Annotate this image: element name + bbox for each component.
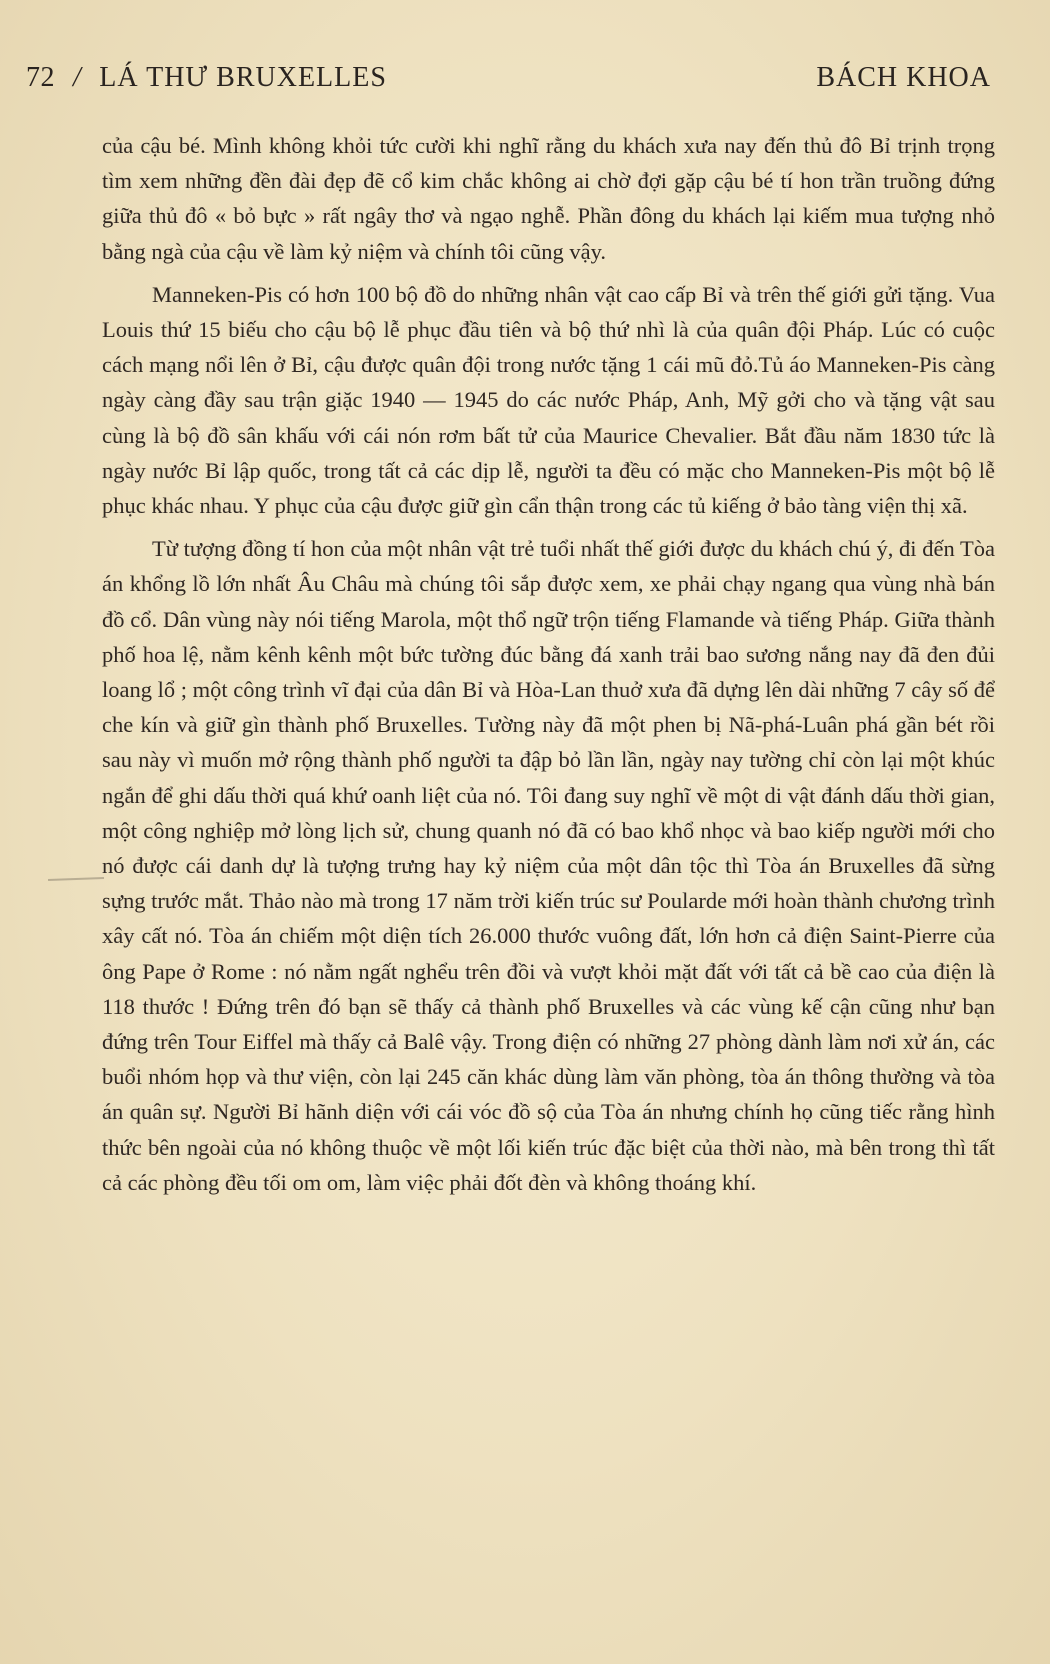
header-separator: / xyxy=(73,62,82,93)
paragraph-manneken-pis-costumes: Manneken-Pis có hơn 100 bộ đồ do những nhân vật cao cấp Bỉ và trên thế giới gửi tặng. Vua Louis thứ 15 biếu cho cậu bộ lễ phục đầu tiên và bộ thứ nhì là của quân đội Pháp. Lúc có cuộc cách mạng nổi lên ở Bỉ, cậu được quân đội trong nước tặng 1 cái mũ đỏ.Tủ áo Manneken-Pis càng ngày càng đầy sau trận giặc 1940 — 1945 do các nước Pháp, Anh, Mỹ gởi cho và tặng vật sau cùng là bộ đồ sân khấu với cái nón rơm bất tử của Maurice Chevalier. Bắt đầu năm 1830 tức là ngày nước Bỉ lập quốc, trong tất cả các dịp lễ, người ta đều có mặc cho Manneken-Pis một bộ lễ phục khác nhau. Y phục của cậu được giữ gìn cẩn thận trong các tủ kiếng ở bảo tàng viện thị xã. xyxy=(102,281,995,519)
page-number: 72 xyxy=(26,62,55,93)
running-title: LÁ THƯ BRUXELLES xyxy=(99,62,387,93)
paragraph-continuation: của cậu bé. Mình không khỏi tức cười khi nghĩ rằng du khách xưa nay đến thủ đô Bỉ trịnh trọng tìm xem những đền đài đẹp đẽ cổ kim chắc không ai chờ đợi gặp cậu bé tí hon trần truồng đứng giữa thủ đô « bỏ bực » rất ngây thơ và ngạo nghễ. Phần đông du khách lại kiếm mua tượng nhỏ bằng ngà của cậu về làm kỷ niệm và chính tôi cũng vậy. xyxy=(102,133,995,264)
margin-pencil-mark xyxy=(48,877,104,881)
page-header xyxy=(26,58,991,98)
header-left xyxy=(26,62,387,94)
paragraph-palace-of-justice: Từ tượng đồng tí hon của một nhân vật trẻ tuổi nhất thế giới được du khách chú ý, đi đến Tòa án khổng lồ lớn nhất Âu Châu mà chúng tôi sắp được xem, xe phải chạy ngang qua vùng nhà bán đồ cổ. Dân vùng này nói tiếng Marola, một thổ ngữ trộn tiếng Flamande và tiếng Pháp. Giữa thành phố hoa lệ, nằm kênh kênh một bức tường đúc bằng đá xanh trải bao sương nắng nay đã đen đủi loang lổ ; một công trình vĩ đại của dân Bỉ và Hòa-Lan thuở xưa đã dựng lên dài những 7 cây số để che kín và giữ gìn thành phố Bruxelles. Tường này đã một phen bị Nã-phá-Luân phá gần bét rồi sau này vì muốn mở rộng thành phố người ta đập bỏ lần lần, ngày nay tường chỉ còn lại một khúc ngắn để ghi dấu thời quá khứ oanh liệt của nó. Tôi đang suy nghĩ về một di vật đánh dấu thời gian, một công nghiệp mở lòng lịch sử, chung quanh nó đã có bao khổ nhọc và bao kiếp người mới cho nó được cái danh dự là tượng trưng hay kỷ niệm của một dân tộc thì Tòa án Bruxelles đã sừng sựng trước mắt. Thảo nào mà trong 17 năm trời kiến trúc sư Poularde mới hoàn thành chương trình xây cất nó. Tòa án chiếm một diện tích 26.000 thước vuông đất, lớn hơn cả điện Saint-Pierre của ông Pape ở Rome : nó nằm ngất nghểu trên đồi và vượt khỏi mặt đất với tất cả bề cao của điện là 118 thước ! Đứng trên đó bạn sẽ thấy cả thành phố Bruxelles và các vùng kế cận cũng như bạn đứng trên Tour Eiffel mà thấy cả Balê vậy. Trong điện có những 27 phòng dành làm nơi xử án, các buổi nhóm họp và thư viện, còn lại 245 căn khác dùng làm văn phòng, tòa án thông thường và tòa án quân sự. Người Bỉ hãnh diện với cái vóc đồ sộ của Tòa án nhưng chính họ cũng tiếc rằng hình thức bên ngoài của nó không thuộc về một lối kiến trúc đặc biệt của thời nào, mà bên trong thì tất cả các phòng đều tối om om, làm việc phải đốt đèn và không thoáng khí. xyxy=(102,536,995,1195)
magazine-name: BÁCH KHOA xyxy=(816,62,991,93)
article-body xyxy=(102,128,995,1200)
